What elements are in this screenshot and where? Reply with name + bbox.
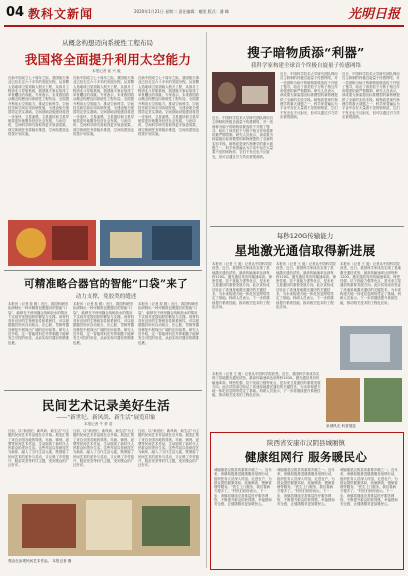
art-byline: 本报记者 牛 梦 笛 [84, 422, 113, 426]
lead-photo-left [8, 220, 96, 266]
sidebar-photo-2 [364, 378, 402, 422]
laser-photo [340, 326, 402, 370]
lead-headline: 我国将全面提升利用太空能力 [24, 52, 192, 67]
section-title: 教科文新闻 [28, 7, 94, 21]
art-rule [4, 390, 202, 391]
sidebar-caption: 泉城风光 科普展览 [326, 424, 356, 428]
organ-subheadline: 动力支撑，免胶类的缝述 [75, 294, 137, 300]
health-body-col2: 城厢镇是汉阴县的重要乡镇之一。近年来，该镇积极推进健康服务组网行动，组织医务人员深入村组、走进农户，为群众提供健康体检、疾病筛查、慢病管理等服务。“医生上门服务，我们看病方便多了。”村民们纷纷表示。下一步，该镇将继续完善基层医疗服务网络，不断提升群众的获得感、幸福感和安全感，让健康服务更加暖民心。 [277, 468, 335, 507]
laser-body-col3: 本报讯（记者 王 迪）记者从中国科学院获悉，近日，我国科学家成功实现了星地激光通信试验，最高传输速率达到每秒120G。激光通信具有传输速率高、保密性强、抗干扰能力强等优点，是未来卫星通信的重要发展方向。此次试验成功验证了高速星地激光通信的关键技术，为未来构建天地一体化信息网络奠定了基础。科研人员表示，下一步将继续提升系统性能，推动相关技术的工程化应用。 [340, 262, 402, 305]
date-line: 2020年1月21日 星期二 责任编辑：谢凯 版式：潘 峰 [134, 9, 229, 14]
organ-body-col1: 本报讯（记者 詹 媛）近日，我国科研团队研制出一种可精准包裹器官的智能“口袋”，能够在不使用缝合线和胶水的情况下实现对受损组织的修复与支撑。该材料具有良好的生物相容性和柔韧性，可以根据器官形状自动贴合，在心脏、胃肠等器官修复中展现出广阔的应用前景。研究人员介绍，这一智能材料在外界刺激下能够发生可控的形变，从而实现对器官的精准包裹。 [8, 302, 70, 345]
art-body-col2: 日前，以“新世纪、新风尚、新生活”为主题的民间艺术作品展在京开幕。展览汇集了来自全国各地的剪纸、年画、刺绣、泥塑等民间艺术作品，生动展现了新时代人民群众的美好生活。这些作品以传统技艺为载体，融入了当代生活元素，既保留了民间艺术的质朴与灵动，又反映了乡村振兴、脱贫攻坚等时代主题，受到观众的广泛好评。 [73, 429, 135, 468]
art-headline: 民间艺术记录美好生活 [41, 398, 170, 413]
lead-byline: 本报记者 崔 兴 毅 [92, 69, 121, 73]
paper-logo: 光明日报 [347, 7, 400, 22]
organ-body-col2: 本报讯（记者 詹 媛）近日，我国科研团队研制出一种可精准包裹器官的智能“口袋”，能够在不使用缝合线和胶水的情况下实现对受损组织的修复与支撑。该材料具有良好的生物相容性和柔韧性，可以根据器官形状自动贴合，在心脏、胃肠等器官修复中展现出广阔的应用前景。研究人员介绍，这一智能材料在外界刺激下能够发生可控的形变，从而实现对器官的精准包裹。 [73, 302, 135, 345]
art-body-col1: 日前，以“新世纪、新风尚、新生活”为主题的民间艺术作品展在京开幕。展览汇集了来自全国各地的剪纸、年画、刺绣、泥塑等民间艺术作品，生动展现了新时代人民群众的美好生活。这些作品以传统技艺为载体，融入了当代生活元素，既保留了民间艺术的质朴与灵动，又反映了乡村振兴、脱贫攻坚等时代主题，受到观众的广泛好评。 [8, 429, 70, 468]
lead-body-col1: 在新中国成立七十周年之际，我国航天事业已经走过六十多年的发展历程。从首颗人造地球卫星到载人航天工程，从探月工程到北斗导航系统，我国航天事业取得了举世瞩目的成就。专家表示，未来我国将从概念构想迈向系统性工程布局，全面提升利用太空的能力，推动空间科学、空间技术和空间应用协调发展，为建设航天强国奠定坚实基础。空间基础设施建设将进一步加快，卫星遥感、卫星通信和卫星导航将更好地服务经济社会发展。与此同时，空间科学研究将取得更多原创成果，深空探测任务将稳步推进，空间站建造也将按计划实施。 [8, 76, 70, 136]
art-photo [8, 494, 200, 556]
dm-body-col3: 近日，中国科学技术大学研究团队利用自主研制的终极自旋量子传感网络，对一类被称为轴子的暗物质候选粒子开展了搜寻，给出了该类粒子与核子相互作用强度的最严格限制。研究人员表示，该成果为探索超出标准模型的新物理提供了全新的实验手段。暗物质是现代物理学的重大谜题之一，科学家普遍认为宇宙中存在大量看不见的暗物质，它们不发光也不反射光，但可以通过引力效应被观测到。 [342, 72, 400, 119]
column-divider-lower [206, 232, 207, 568]
sidebar-photo-1 [326, 378, 360, 422]
laser-body-col1: 本报讯（记者 王 迪）记者从中国科学院获悉，近日，我国科学家成功实现了星地激光通信试验，最高传输速率达到每秒120G。激光通信具有传输速率高、保密性强、抗干扰能力强等优点，是未来卫星通信的重要发展方向。此次试验成功验证了高速星地激光通信的关键技术，为未来构建天地一体化信息网络奠定了基础。科研人员表示，下一步将继续提升系统性能，推动相关技术的工程化应用。 [212, 262, 272, 309]
lead-body-col3: 在新中国成立七十周年之际，我国航天事业已经走过六十多年的发展历程。从首颗人造地球卫星到载人航天工程，从探月工程到北斗导航系统，我国航天事业取得了举世瞩目的成就。专家表示，未来我国将从概念构想迈向系统性工程布局，全面提升利用太空的能力，推动空间科学、空间技术和空间应用协调发展，为建设航天强国奠定坚实基础。空间基础设施建设将进一步加快，卫星遥感、卫星通信和卫星导航将更好地服务经济社会发展。与此同时，空间科学研究将取得更多原创成果，深空探测任务将稳步推进，空间站建造也将按计划实施。 [138, 76, 200, 136]
lead-body-col2: 在新中国成立七十周年之际，我国航天事业已经走过六十多年的发展历程。从首颗人造地球卫星到载人航天工程，从探月工程到北斗导航系统，我国航天事业取得了举世瞩目的成就。专家表示，未来我国将从概念构想迈向系统性工程布局，全面提升利用太空的能力，推动空间科学、空间技术和空间应用协调发展，为建设航天强国奠定坚实基础。空间基础设施建设将进一步加快，卫星遥感、卫星通信和卫星导航将更好地服务经济社会发展。与此同时，空间科学研究将取得更多原创成果，深空探测任务将稳步推进，空间站建造也将按计划实施。 [73, 76, 135, 136]
page-number: 04 [6, 5, 25, 20]
art-body-col3: 日前，以“新世纪、新风尚、新生活”为主题的民间艺术作品展在京开幕。展览汇集了来自全国各地的剪纸、年画、刺绣、泥塑等民间艺术作品，生动展现了新时代人民群众的美好生活。这些作品以传统技艺为载体，融入了当代生活元素，既保留了民间艺术的质朴与灵动，又反映了乡村振兴、脱贫攻坚等时代主题，受到观众的广泛好评。 [138, 429, 200, 468]
health-kicker: 陕西省安康市汉阴县城厢镇 [267, 439, 345, 447]
health-body-col1: 城厢镇是汉阴县的重要乡镇之一。近年来，该镇积极推进健康服务组网行动，组织医务人员深入村组、走进农户，为群众提供健康体检、疾病筛查、慢病管理等服务。“医生上门服务，我们看病方便多了。”村民们纷纷表示。下一步，该镇将继续完善基层医疗服务网络，不断提升群众的获得感、幸福感和安全感，让健康服务更加暖民心。 [214, 468, 272, 507]
dm-body-col2: 近日，中国科学技术大学研究团队利用自主研制的终极自旋量子传感网络，对一类被称为轴子的暗物质候选粒子开展了搜寻，给出了该类粒子与核子相互作用强度的最严格限制。研究人员表示，该成果为探索超出标准模型的新物理提供了全新的实验手段。暗物质是现代物理学的重大谜题之一，科学家普遍认为宇宙中存在大量看不见的暗物质，它们不发光也不反射光，但可以通过引力效应被观测到。 [280, 72, 338, 119]
organ-rule [4, 270, 202, 271]
dm-body-col1: 近日，中国科学技术大学研究团队利用自主研制的终极自旋量子传感网络，对一类被称为轴子的暗物质候选粒子开展了搜寻，给出了该类粒子与核子相互作用强度的最严格限制。研究人员表示，该成果为探索超出标准模型的新物理提供了全新的实验手段。暗物质是现代物理学的重大谜题之一，科学家普遍认为宇宙中存在大量看不见的暗物质，它们不发光也不反射光，但可以通过引力效应被观测到。 [212, 116, 274, 159]
laser-headline: 星地激光通信取得新进展 [234, 243, 376, 258]
art-subheadline: ——“新世纪、新风尚、新生活”展览印象 [56, 415, 156, 421]
art-photo-caption: 观众在参观民间艺术作品。 本报记者 摄 [8, 559, 72, 563]
laser-body-col2: 本报讯（记者 王 迪）记者从中国科学院获悉，近日，我国科学家成功实现了星地激光通信试验，最高传输速率达到每秒120G。激光通信具有传输速率高、保密性强、抗干扰能力强等优点，是未来卫星通信的重要发展方向。此次试验成功验证了高速星地激光通信的关键技术，为未来构建天地一体化信息网络奠定了基础。科研人员表示，下一步将继续提升系统性能，推动相关技术的工程化应用。 [276, 262, 336, 309]
lead-photo-right [100, 220, 200, 266]
lead-kicker: 从概念构想迈向系统性工程布局 [62, 39, 153, 47]
laser-rule [210, 226, 404, 227]
dm-subheadline: 我科学家构建全球首个终极自旋量子传感网络 [250, 63, 361, 69]
health-headline: 健康组网行 服务暖民心 [244, 450, 368, 464]
laser-body-extra: 本报讯（记者 王 迪）记者从中国科学院获悉，近日，我国科学家成功实现了星地激光通信试验，最高传输速率达到每秒120G。激光通信具有传输速率高、保密性强、抗干扰能力强等优点，是未来卫星通信的重要发展方向。此次试验成功验证了高速星地激光通信的关键技术，为未来构建天地一体化信息网络奠定了基础。科研人员表示，下一步将继续提升系统性能，推动相关技术的工程化应用。 [212, 372, 321, 398]
masthead [0, 0, 408, 26]
masthead-rule [4, 25, 404, 27]
organ-headline: 可精准略合器官的智能“口袋”来了 [24, 278, 188, 290]
organ-body-col3: 本报讯（记者 詹 媛）近日，我国科研团队研制出一种可精准包裹器官的智能“口袋”，能够在不使用缝合线和胶水的情况下实现对受损组织的修复与支撑。该材料具有良好的生物相容性和柔韧性，可以根据器官形状自动贴合，在心脏、胃肠等器官修复中展现出广阔的应用前景。研究人员介绍，这一智能材料在外界刺激下能够发生可控的形变，从而实现对器官的精准包裹。 [138, 302, 200, 345]
laser-kicker: 每秒120G传输能力 [276, 232, 334, 240]
health-body-col3: 城厢镇是汉阴县的重要乡镇之一。近年来，该镇积极推进健康服务组网行动，组织医务人员深入村组、走进农户，为群众提供健康体检、疾病筛查、慢病管理等服务。“医生上门服务，我们看病方便多了。”村民们纷纷表示。下一步，该镇将继续完善基层医疗服务网络，不断提升群众的获得感、幸福感和安全感，让健康服务更加暖民心。 [340, 468, 398, 507]
dm-photo [212, 72, 275, 112]
column-divider [206, 32, 207, 232]
dm-headline: 搜子暗物质添“利器” [247, 45, 365, 60]
